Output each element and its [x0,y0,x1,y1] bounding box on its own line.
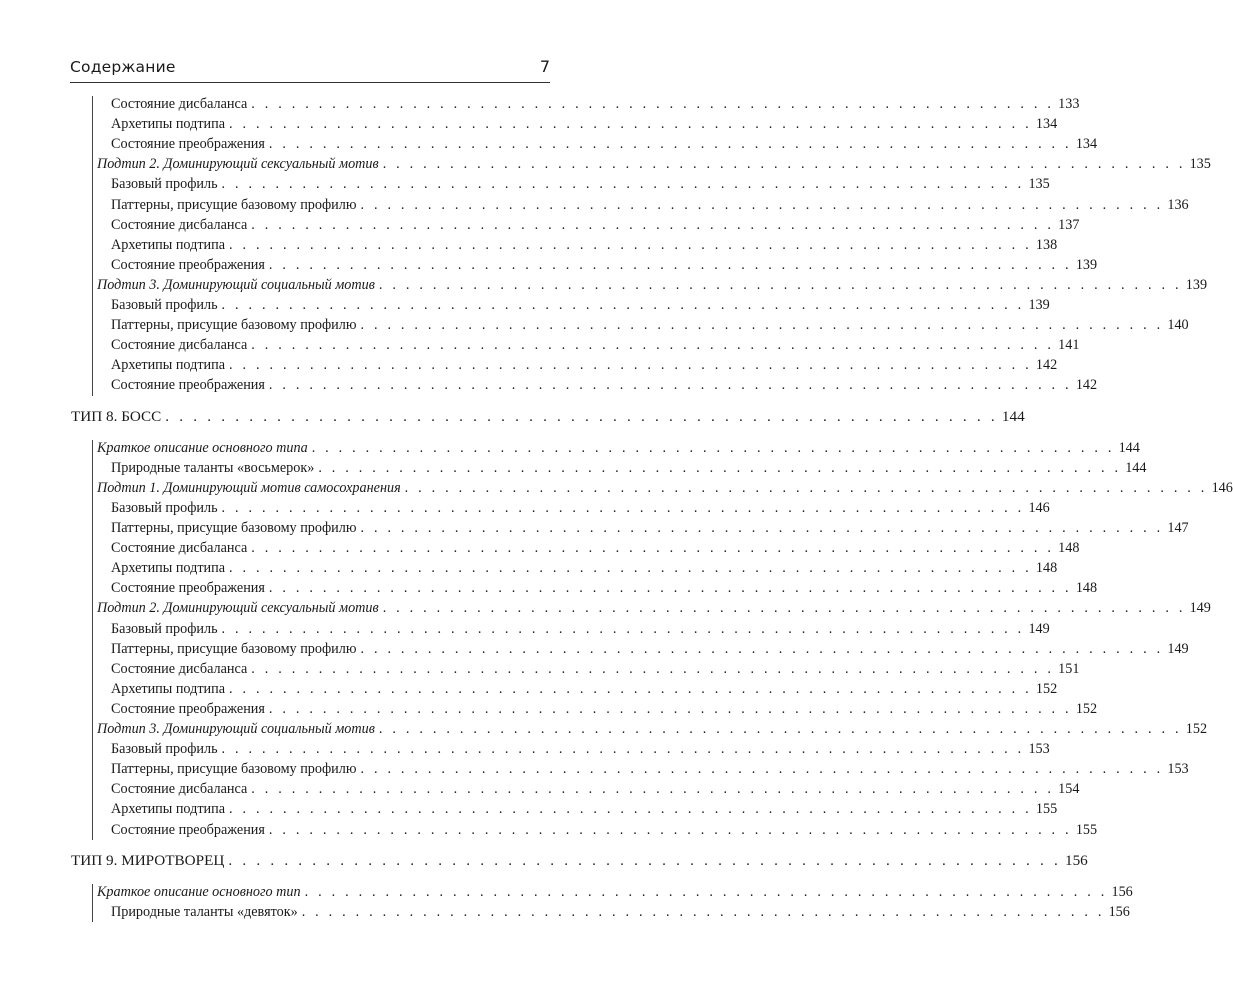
toc-entry [111,195,1189,215]
dot-leader: . . . . . . . . . . . . . . . . . . . . . . . . . . . . . . . . . . . . . . . . . . . . . . . . . . . . . . . . . . . . [382,600,1186,617]
toc-entry [111,739,1050,759]
dot-leader: . . . . . . . . . . . . . . . . . . . . . . . . . . . . . . . . . . . . . . . . . . . . . . . . . . . . . . . . . . . . [268,700,1072,717]
toc-entry-label: Состояние дисбаланса [111,660,248,677]
dot-leader: . . . . . . . . . . . . . . . . . . . . . . . . . . . . . . . . . . . . . . . . . . . . . . . . . . . . . . . . . . . . [304,883,1108,900]
toc-entry [111,174,1050,194]
toc-entry-label: Архетипы подтипа [111,680,226,697]
toc-page-number: 147 [1167,520,1189,536]
toc-entry-label: Состояние преображения [111,700,265,717]
toc-entry [111,619,1050,639]
toc-subtype-entry [97,719,1208,739]
toc-entry-label: Базовый профиль [111,741,218,758]
toc-entry [111,538,1080,558]
toc-entry-label: Состояние дисбаланса [111,781,248,798]
toc-entry-label: Природные таланты «восьмерок» [111,459,315,476]
toc-entry [111,335,1080,355]
dot-leader: . . . . . . . . . . . . . . . . . . . . . . . . . . . . . . . . . . . . . . . . . . . . . . . . . . . . . . . . . . . . [251,337,1055,354]
toc-page-number: 136 [1167,196,1189,213]
dot-leader: . . . . . . . . . . . . . . . . . . . . . . . . . . . . . . . . . . . . . . . . . . . . . . . . . . . . . . . . . . . . [229,801,1032,818]
toc-entry [111,518,1189,538]
toc-page-number: 148 [1075,580,1098,597]
toc-page-number: 144 [1125,459,1147,476]
dot-leader: . . . . . . . . . . . . . . . . . . . . . . . . . . . . . . . . . . . . . . . . . . . . . . . . . . . . . . . . . . . . [228,851,1061,869]
toc-entry-label: Паттерны, присущие базовому профилю [111,520,357,536]
toc-page-number: 144 [1118,439,1140,456]
dot-leader: . . . . . . . . . . . . . . . . . . . . . . . . . . . . . . . . . . . . . . . . . . . . . . . . . . . . . . . . . . . . [251,781,1055,798]
dot-leader: . . . . . . . . . . . . . . . . . . . . . . . . . . . . . . . . . . . . . . . . . . . . . . . . . . . . . . . . . . . . [221,499,1025,516]
toc-page-number: 139 [1185,276,1208,293]
toc-page-number: 148 [1035,560,1058,577]
toc-entry [111,215,1080,235]
toc-page-number: 152 [1185,721,1208,737]
toc-page-number: 141 [1058,337,1080,354]
toc-entry [111,235,1058,255]
dot-leader: . . . . . . . . . . . . . . . . . . . . . . . . . . . . . . . . . . . . . . . . . . . . . . . . . . . . . . . . . . . . [229,357,1032,374]
toc-page-number: 135 [1028,176,1050,193]
dot-leader: . . . . . . . . . . . . . . . . . . . . . . . . . . . . . . . . . . . . . . . . . . . . . . . . . . . . . . . . . . . . [221,741,1025,758]
dot-leader: . . . . . . . . . . . . . . . . . . . . . . . . . . . . . . . . . . . . . . . . . . . . . . . . . . . . . . . . . . . . [404,479,1208,496]
dot-leader: . . . . . . . . . . . . . . . . . . . . . . . . . . . . . . . . . . . . . . . . . . . . . . . . . . . . . . . . . . . . [360,640,1164,657]
toc-page-number: 153 [1028,741,1050,758]
dot-leader: . . . . . . . . . . . . . . . . . . . . . . . . . . . . . . . . . . . . . . . . . . . . . . . . . . . . . . . . . . . . [382,156,1186,173]
section-rule [92,96,93,396]
toc-entry-label: Архетипы подтипа [111,801,226,818]
toc-page-number: 142 [1075,377,1098,394]
toc-entry [111,699,1098,719]
toc-entry-label: Подтип 3. Доминирующий социальный мотив [97,721,375,737]
toc-page-number: 149 [1189,600,1211,617]
toc-entry-label: Подтип 2. Доминирующий сексуальный мотив [97,600,379,617]
toc-entry [111,779,1080,799]
toc-entry [111,458,1147,478]
toc-entry [111,375,1098,395]
toc-entry [111,659,1080,679]
toc-page-number: 156 [1111,883,1133,900]
toc-entry-label: Подтип 2. Доминирующий сексуальный мотив [97,156,379,173]
dot-leader: . . . . . . . . . . . . . . . . . . . . . . . . . . . . . . . . . . . . . . . . . . . . . . . . . . . . . . . . . . . . [378,721,1182,737]
toc-entry-label: Паттерны, присущие базовому профилю [111,196,357,213]
toc-page-number: 140 [1167,317,1189,334]
toc-entry-label: Состояние преображения [111,377,265,394]
toc-page-number: 142 [1035,357,1058,374]
toc-entry [111,114,1058,134]
dot-leader: . . . . . . . . . . . . . . . . . . . . . . . . . . . . . . . . . . . . . . . . . . . . . . . . . . . . . . . . . . . . [268,580,1072,597]
page-number: 7 [539,57,550,76]
toc-entry-label: Краткое описание основного типа [97,439,308,456]
dot-leader: . . . . . . . . . . . . . . . . . . . . . . . . . . . . . . . . . . . . . . . . . . . . . . . . . . . . . . . . . . . . [318,459,1122,476]
dot-leader: . . . . . . . . . . . . . . . . . . . . . . . . . . . . . . . . . . . . . . . . . . . . . . . . . . . . . . . . . . . . [360,317,1164,334]
dot-leader: . . . . . . . . . . . . . . . . . . . . . . . . . . . . . . . . . . . . . . . . . . . . . . . . . . . . . . . . . . . . [301,903,1105,920]
toc-page-number: 133 [1058,96,1080,112]
toc-entry-label: Состояние преображения [111,821,265,838]
toc-page-number: 146 [1028,499,1050,516]
toc-page-number: 155 [1075,821,1098,838]
toc-page-number: 148 [1058,540,1080,557]
dot-leader: . . . . . . . . . . . . . . . . . . . . . . . . . . . . . . . . . . . . . . . . . . . . . . . . . . . . . . . . . . . . [311,439,1115,456]
toc-page-number: 156 [1064,851,1088,869]
toc-page-number: 144 [1001,407,1025,425]
dot-leader: . . . . . . . . . . . . . . . . . . . . . . . . . . . . . . . . . . . . . . . . . . . . . . . . . . . . . . . . . . . . [251,660,1055,677]
dot-leader: . . . . . . . . . . . . . . . . . . . . . . . . . . . . . . . . . . . . . . . . . . . . . . . . . . . . . . . . . . . . [378,276,1182,293]
dot-leader: . . . . . . . . . . . . . . . . . . . . . . . . . . . . . . . . . . . . . . . . . . . . . . . . . . . . . . . . . . . . [229,560,1032,577]
toc-entry [111,315,1189,335]
toc-entry-label: ТИП 8. БОСС [71,407,162,425]
toc-entry [111,799,1058,819]
toc-entry [111,355,1058,375]
toc-page-number: 146 [1211,479,1233,496]
toc-entry-label: Природные таланты «девяток» [111,903,298,920]
toc-page-number: 152 [1075,700,1098,717]
toc-entry-label: Паттерны, присущие базовому профилю [111,761,357,778]
dot-leader: . . . . . . . . . . . . . . . . . . . . . . . . . . . . . . . . . . . . . . . . . . . . . . . . . . . . . . . . . . . . [229,680,1032,697]
dot-leader: . . . . . . . . . . . . . . . . . . . . . . . . . . . . . . . . . . . . . . . . . . . . . . . . . . . . . . . . . . . . [360,520,1164,536]
dot-leader: . . . . . . . . . . . . . . . . . . . . . . . . . . . . . . . . . . . . . . . . . . . . . . . . . . . . . . . . . . . . [268,256,1072,273]
toc-entry-label: Архетипы подтипа [111,560,226,577]
toc-entry [111,295,1050,315]
dot-leader: . . . . . . . . . . . . . . . . . . . . . . . . . . . . . . . . . . . . . . . . . . . . . . . . . . . . . . . . . . . . [268,821,1072,838]
toc-entry [111,558,1058,578]
toc-page-number: 151 [1058,660,1080,677]
toc-page-number: 155 [1035,801,1058,818]
toc-subtype-entry [97,154,1211,174]
toc-page-number: 138 [1035,236,1058,253]
toc-page-number: 149 [1167,640,1189,657]
toc-subtype-entry [97,598,1211,618]
toc-subtype-entry [97,275,1208,295]
toc-entry-label: Краткое описание основного тип [97,883,301,900]
toc-page-number: 135 [1189,156,1211,173]
toc-entry-label: Подтип 3. Доминирующий социальный мотив [97,276,375,293]
toc-entry [111,902,1130,922]
section-rule [92,884,93,922]
dot-leader: . . . . . . . . . . . . . . . . . . . . . . . . . . . . . . . . . . . . . . . . . . . . . . . . . . . . . . . . . . . . [229,236,1032,253]
running-title: Содержание [70,58,176,76]
toc-entry-label: Состояние преображения [111,580,265,597]
toc-entry-label: Состояние дисбаланса [111,540,248,557]
toc-entry [111,94,1080,114]
toc-page-number: 156 [1108,903,1130,920]
toc-entry [111,498,1050,518]
toc-entry [111,134,1098,154]
toc-entry-label: Базовый профиль [111,176,218,193]
dot-leader: . . . . . . . . . . . . . . . . . . . . . . . . . . . . . . . . . . . . . . . . . . . . . . . . . . . . . . . . . . . . [251,540,1055,557]
toc-entry-label: Паттерны, присущие базовому профилю [111,317,357,334]
toc-entry [111,255,1098,275]
dot-leader: . . . . . . . . . . . . . . . . . . . . . . . . . . . . . . . . . . . . . . . . . . . . . . . . . . . . . . . . . . . . [251,96,1055,112]
dot-leader: . . . . . . . . . . . . . . . . . . . . . . . . . . . . . . . . . . . . . . . . . . . . . . . . . . . . . . . . . . . . [251,216,1055,233]
toc-page-number: 134 [1075,136,1098,153]
toc-entry-label: Подтип 1. Доминирующий мотив самосохранения [97,479,401,496]
toc-entry-label: ТИП 9. МИРОТВОРЕЦ [71,851,225,869]
toc-subtype-entry [97,882,1133,902]
toc-page-number: 153 [1167,761,1189,778]
toc-entry-label: Базовый профиль [111,620,218,637]
toc-subtype-entry [97,438,1140,458]
toc-page-number: 149 [1028,620,1050,637]
toc-entry-label: Состояние дисбаланса [111,96,248,112]
dot-leader: . . . . . . . . . . . . . . . . . . . . . . . . . . . . . . . . . . . . . . . . . . . . . . . . . . . . . . . . . . . . [221,620,1025,637]
toc-entry-label: Состояние дисбаланса [111,216,248,233]
toc-entry [111,639,1189,659]
dot-leader: . . . . . . . . . . . . . . . . . . . . . . . . . . . . . . . . . . . . . . . . . . . . . . . . . . . . . . . . . . . . [221,297,1025,313]
toc-entry [111,759,1189,779]
toc-entry-label: Состояние преображения [111,256,265,273]
toc-entry [111,578,1098,598]
toc-entry-label: Базовый профиль [111,297,218,313]
dot-leader: . . . . . . . . . . . . . . . . . . . . . . . . . . . . . . . . . . . . . . . . . . . . . . . . . . . . . . . . . . . . [165,407,998,425]
dot-leader: . . . . . . . . . . . . . . . . . . . . . . . . . . . . . . . . . . . . . . . . . . . . . . . . . . . . . . . . . . . . [268,136,1072,153]
dot-leader: . . . . . . . . . . . . . . . . . . . . . . . . . . . . . . . . . . . . . . . . . . . . . . . . . . . . . . . . . . . . [268,377,1072,394]
toc-page-number: 139 [1075,256,1098,273]
toc-page-number: 134 [1035,116,1058,133]
section-rule [92,440,93,840]
toc-entry-label: Состояние преображения [111,136,265,153]
toc-subtype-entry [97,478,1233,498]
dot-leader: . . . . . . . . . . . . . . . . . . . . . . . . . . . . . . . . . . . . . . . . . . . . . . . . . . . . . . . . . . . . [360,761,1164,778]
toc-page-number: 139 [1028,297,1050,313]
toc-entry-label: Состояние дисбаланса [111,337,248,354]
dot-leader: . . . . . . . . . . . . . . . . . . . . . . . . . . . . . . . . . . . . . . . . . . . . . . . . . . . . . . . . . . . . [221,176,1025,193]
toc-entry-label: Архетипы подтипа [111,357,226,374]
toc-entry-label: Архетипы подтипа [111,236,226,253]
toc-page-number: 152 [1035,680,1058,697]
toc-entry [111,679,1058,699]
dot-leader: . . . . . . . . . . . . . . . . . . . . . . . . . . . . . . . . . . . . . . . . . . . . . . . . . . . . . . . . . . . . [360,196,1164,213]
toc-chapter-entry [71,407,1025,427]
toc-entry [111,820,1098,840]
toc-page-number: 137 [1058,216,1080,233]
toc-page-number: 154 [1058,781,1080,798]
toc-entry-label: Базовый профиль [111,499,218,516]
toc-entry-label: Паттерны, присущие базовому профилю [111,640,357,657]
toc-chapter-entry [71,851,1088,871]
dot-leader: . . . . . . . . . . . . . . . . . . . . . . . . . . . . . . . . . . . . . . . . . . . . . . . . . . . . . . . . . . . . [229,116,1032,133]
toc-entry-label: Архетипы подтипа [111,116,226,133]
